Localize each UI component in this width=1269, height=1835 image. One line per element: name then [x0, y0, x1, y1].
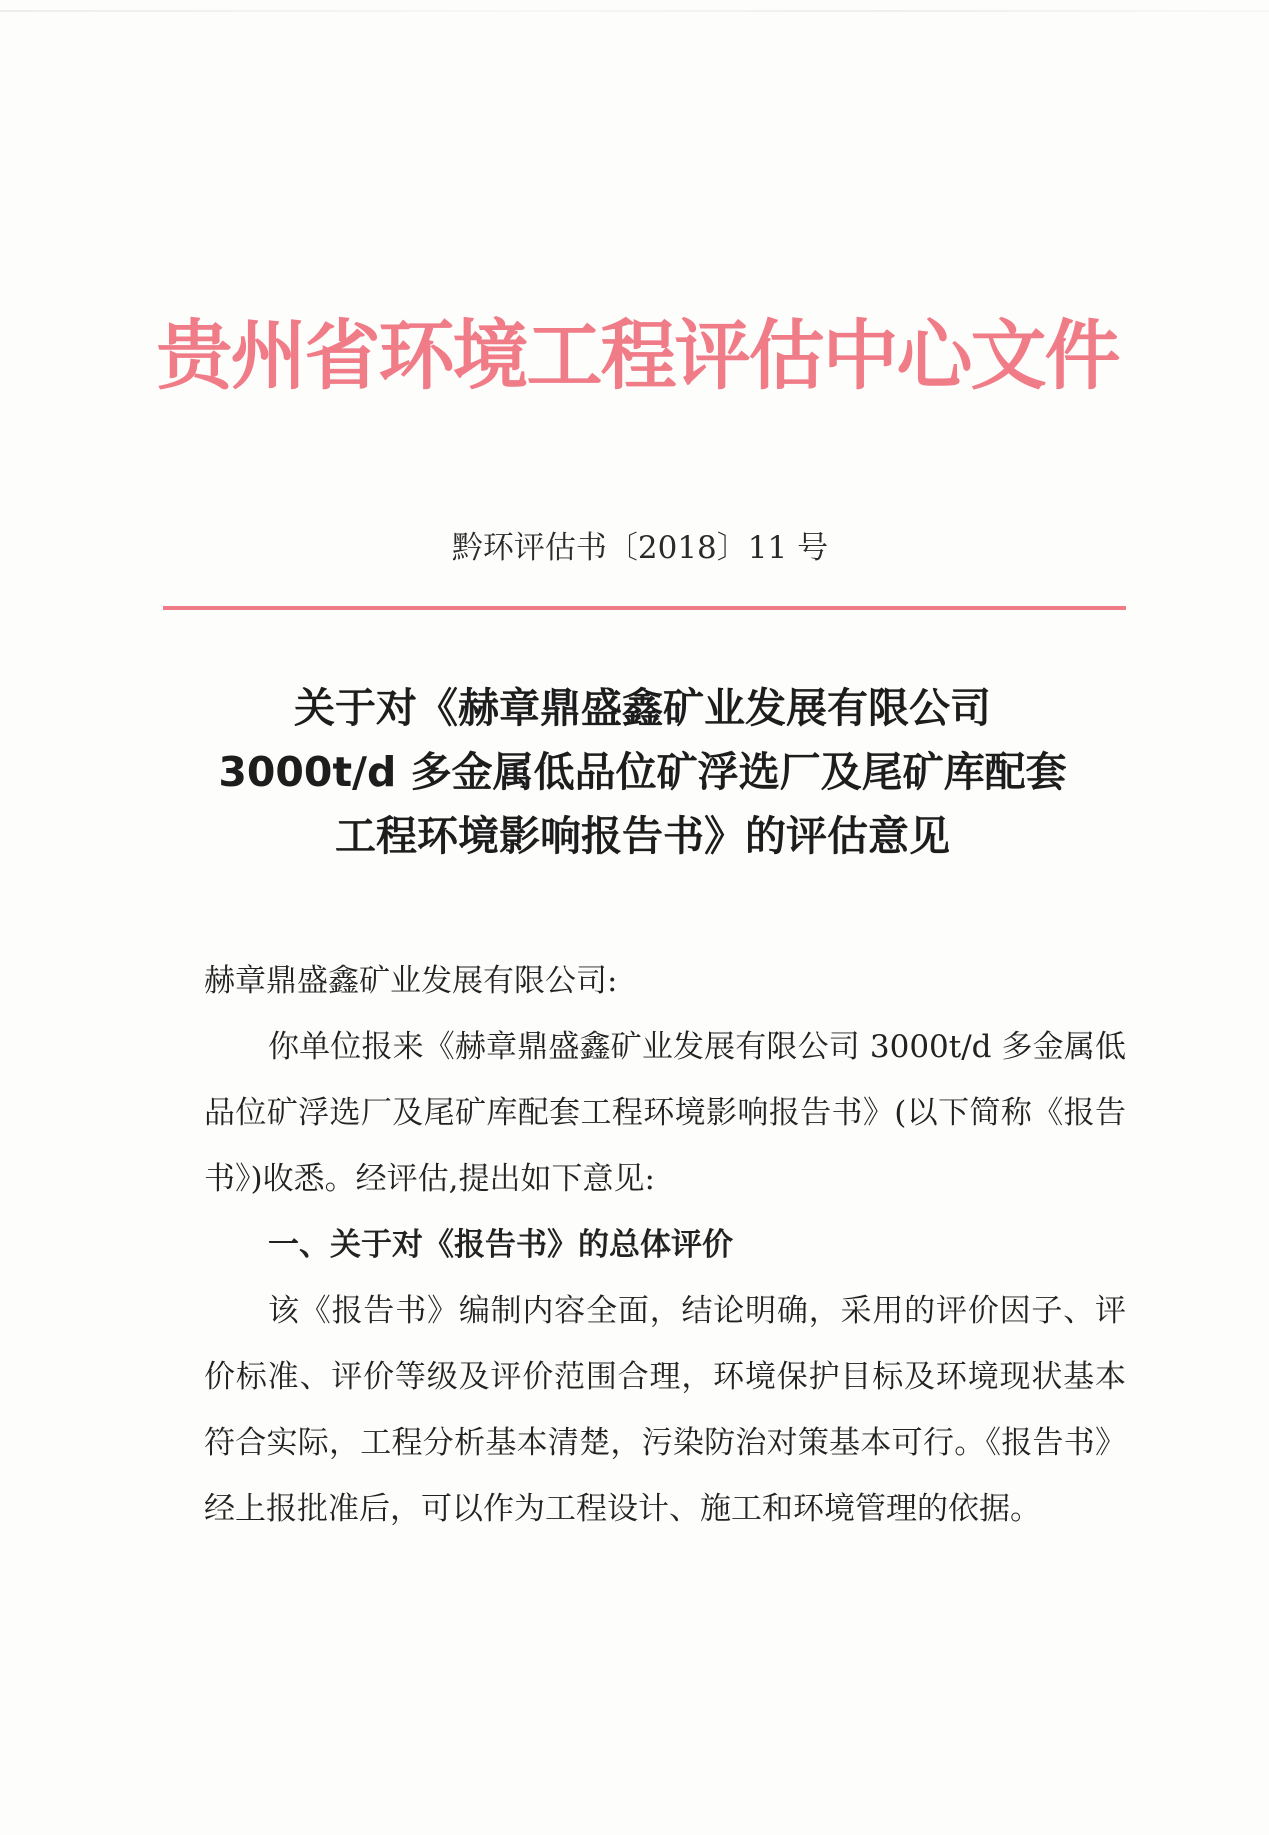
document-title	[170, 676, 1115, 868]
title-line-1: 关于对《赫章鼎盛鑫矿业发展有限公司	[294, 684, 991, 732]
title-line-2: 3000t/d 多金属低品位矿浮选厂及尾矿库配套	[218, 748, 1067, 796]
section-paragraph: 该《报告书》编制内容全面，结论明确，采用的评价因子、评价标准、评价等级及评价范围合理，环境保护目标及环境现状基本符合实际，工程分析基本清楚，污染防治对策基本可行。《报告书》经上报批准后，可以作为工程设计、施工和环境管理的依据。	[204, 1293, 1126, 1527]
title-line-3: 工程环境影响报告书》的评估意见	[335, 812, 950, 860]
scan-edge	[0, 10, 1269, 12]
issuer-header: 贵州省环境工程评估中心文件	[156, 311, 1119, 400]
document-number: 黔环评估书〔2018〕11 号	[451, 530, 829, 566]
red-divider	[163, 606, 1126, 610]
section-heading: 一、关于对《报告书》的总体评价	[268, 1227, 733, 1263]
salutation: 赫章鼎盛鑫矿业发展有限公司:	[204, 963, 618, 999]
document-body	[204, 948, 1126, 1542]
intro-paragraph: 你单位报来《赫章鼎盛鑫矿业发展有限公司 3000t/d 多金属低品位矿浮选厂及尾矿库配套工程环境影响报告书》(以下简称《报告书》)收悉。经评估,提出如下意见:	[204, 1029, 1126, 1197]
